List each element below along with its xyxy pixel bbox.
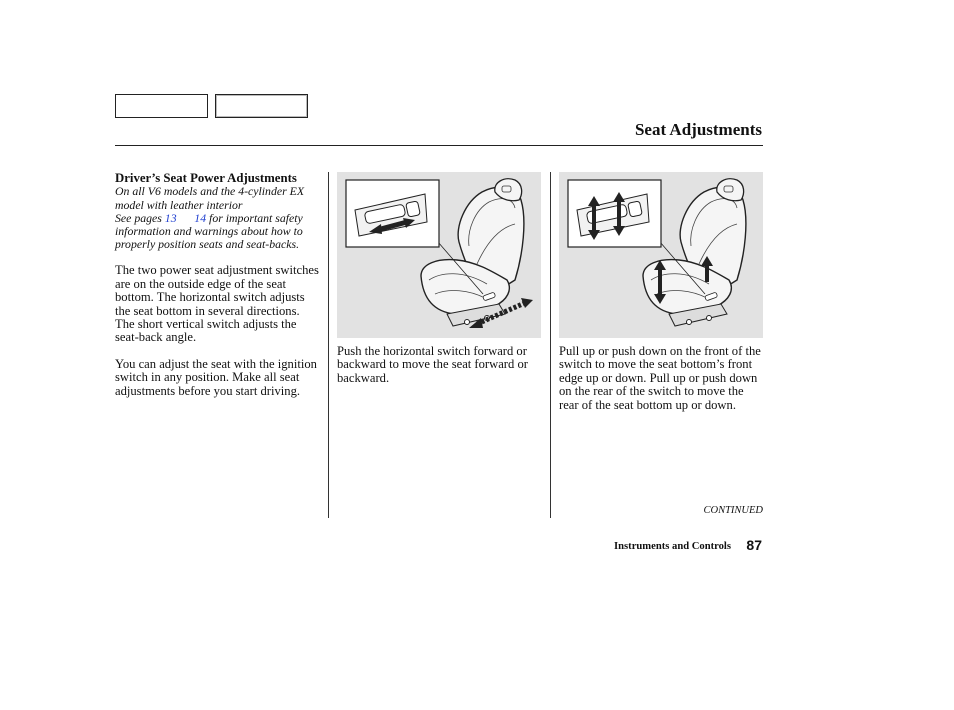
nav-button-previous[interactable] bbox=[115, 94, 208, 118]
page-link-13[interactable]: 13 bbox=[164, 210, 177, 225]
left-column bbox=[115, 172, 319, 398]
seat-forward-backward-diagram bbox=[337, 172, 541, 338]
seat-up-down-diagram bbox=[559, 172, 763, 338]
title-rule bbox=[115, 145, 763, 146]
see-pages-line-2: information and warnings about how to bbox=[115, 224, 303, 239]
middle-column bbox=[337, 345, 543, 385]
body-paragraph-2: You can adjust the seat with the ignition switch in any position. Make all seat adjustments before you start driving. bbox=[115, 356, 317, 398]
seat-illustration-vertical bbox=[559, 172, 763, 338]
right-column bbox=[559, 345, 765, 412]
nav-button-contents[interactable] bbox=[215, 94, 308, 118]
model-note-line-1: On all V6 models and the 4-cylinder EX bbox=[115, 184, 305, 199]
section-heading: Driver’s Seat Power Adjustments bbox=[115, 171, 297, 185]
continued-label: CONTINUED bbox=[703, 505, 763, 516]
body-paragraph-1: The two power seat adjustment switches are on the outside edge of the seat bottom. The horizontal switch adjusts the seat bottom in several directions. The short vertical switch adjusts the seat-back angle. bbox=[115, 263, 319, 345]
see-pages-suffix: for important safety bbox=[209, 210, 303, 225]
seat-illustration-horizontal bbox=[337, 172, 541, 338]
page-link-14[interactable]: 14 bbox=[194, 210, 207, 225]
page-number: 87 bbox=[746, 537, 762, 553]
page-title: Seat Adjustments bbox=[634, 120, 762, 139]
model-note bbox=[115, 185, 319, 251]
footer-section-title: Instruments and Controls bbox=[614, 541, 731, 552]
see-pages-line-3: properly position seats and seat-backs. bbox=[115, 237, 300, 252]
model-note-line-2: model with leather interior bbox=[115, 197, 243, 212]
caption-vertical-switch: Pull up or push down on the front of the switch to move the seat bottom’s front edge up or down. Pull up or push down on the rear of the switch to move the rear of the seat bottom up or down. bbox=[559, 344, 761, 412]
column-divider-1 bbox=[328, 172, 329, 518]
column-divider-2 bbox=[550, 172, 551, 518]
see-pages-prefix: See pages bbox=[115, 210, 162, 225]
caption-horizontal-switch: Push the horizontal switch forward or backward to move the seat forward or backward. bbox=[337, 344, 528, 385]
